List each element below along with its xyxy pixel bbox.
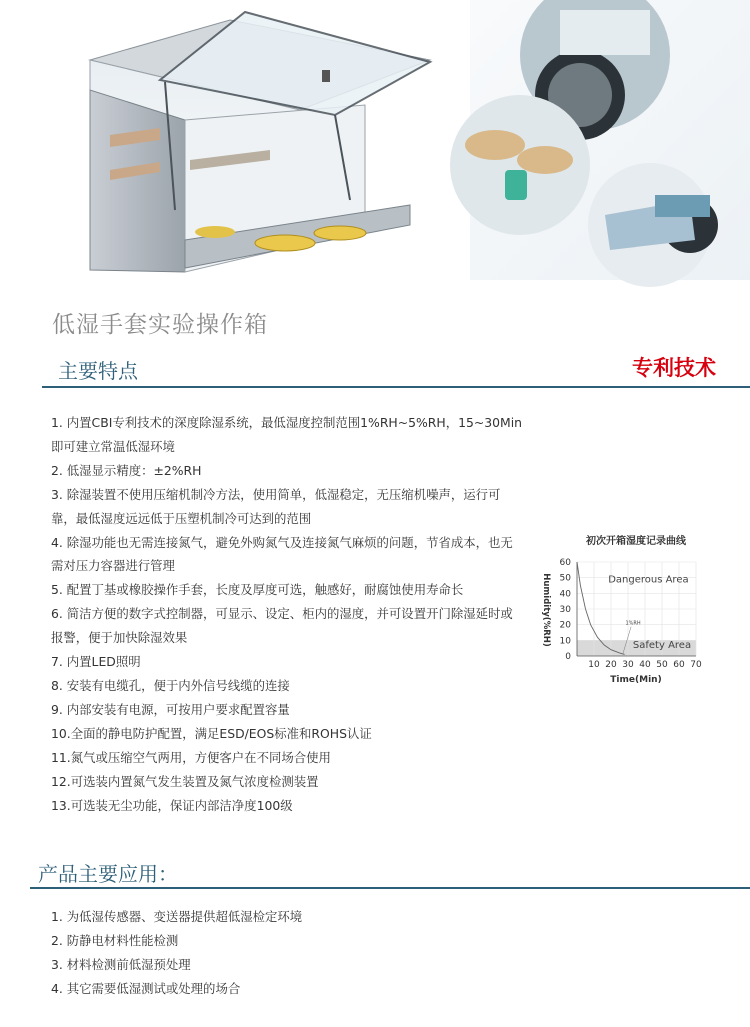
features-heading: 主要特点 bbox=[58, 359, 138, 383]
annotation-dangerous-area: Dangerous Area bbox=[608, 574, 689, 586]
humidity-chart bbox=[540, 530, 750, 690]
product-hero-illustration bbox=[0, 0, 750, 290]
y-tick-label: 50 bbox=[559, 573, 571, 584]
feature-item: 9. 内部安装有电源，可按用户要求配置容量 bbox=[51, 701, 290, 717]
feature-item: 3. 除湿装置不使用压缩机制冷方法，使用简单，低湿稳定，无压缩机噪声，运行可 bbox=[51, 486, 501, 502]
x-tick-label: 70 bbox=[690, 660, 702, 670]
x-tick-label: 60 bbox=[673, 660, 685, 670]
feature-item: 靠，最低湿度远远低于压塑机制冷可达到的范围 bbox=[51, 510, 312, 526]
x-tick-label: 30 bbox=[622, 660, 634, 670]
feature-item: 6. 简洁方便的数字式控制器，可显示、设定、柜内的湿度，并可设置开门除湿延时或 bbox=[51, 606, 513, 622]
x-tick-label: 10 bbox=[588, 660, 600, 670]
product-title: 低湿手套实验操作箱 bbox=[52, 312, 268, 338]
feature-item: 12.可选装内置氮气发生装置及氮气浓度检测装置 bbox=[51, 773, 319, 789]
x-tick-label: 50 bbox=[656, 660, 668, 670]
x-tick-label: 20 bbox=[605, 660, 617, 670]
y-tick-label: 10 bbox=[559, 636, 571, 647]
feature-item: 10.全面的静电防护配置，满足ESD/EOS标准和ROHS认证 bbox=[51, 725, 372, 741]
feature-item: 8. 安装有电缆孔，便于内外信号线缆的连接 bbox=[51, 677, 290, 693]
y-tick-label: 30 bbox=[559, 605, 571, 615]
y-axis-label: Humidity(%RH) bbox=[541, 573, 551, 647]
feature-item: 1. 内置CBI专利技术的深度除湿系统，最低湿度控制范围1%RH~5%RH，15~30Min bbox=[51, 415, 523, 430]
annotation-safety-area: Safety Area bbox=[632, 640, 692, 652]
features-divider bbox=[42, 386, 750, 388]
feature-item: 5. 配置丁基或橡胶操作手套，长度及厚度可选，触感好，耐腐蚀使用寿命长 bbox=[51, 582, 464, 598]
application-item: 1. 为低湿传感器、变送器提供超低湿检定环境 bbox=[51, 909, 303, 924]
application-item: 2. 防静电材料性能检测 bbox=[51, 933, 179, 948]
patent-technology-label: 专利技术 bbox=[632, 356, 716, 380]
application-item: 3. 材料检测前低湿预处理 bbox=[51, 957, 191, 972]
applications-divider bbox=[30, 887, 750, 889]
application-list bbox=[51, 905, 701, 1001]
inset-photo-gloved-hands bbox=[450, 95, 590, 235]
feature-item: 即可建立常温低湿环境 bbox=[51, 438, 175, 454]
x-axis-label: Time(Min) bbox=[610, 675, 662, 685]
feature-list bbox=[51, 411, 541, 817]
feature-item: 报警，便于加快除湿效果 bbox=[51, 630, 188, 646]
feature-item: 11.氮气或压缩空气两用，方便客户在不同场合使用 bbox=[51, 749, 331, 765]
y-tick-label: 20 bbox=[559, 620, 571, 631]
chart-title: 初次开箱湿度记录曲线 bbox=[586, 536, 686, 547]
application-item: 4. 其它需要低湿测试或处理的场合 bbox=[51, 981, 241, 996]
feature-item: 7. 内置LED照明 bbox=[51, 654, 141, 670]
feature-item: 4. 除湿功能也无需连接氮气，避免外购氮气及连接氮气麻烦的问题，节省成本，也无 bbox=[51, 534, 513, 550]
feature-item: 13.可选装无尘功能，保证内部洁净度100级 bbox=[51, 797, 293, 813]
applications-heading: 产品主要应用： bbox=[38, 862, 178, 886]
feature-item: 需对压力容器进行管理 bbox=[51, 558, 175, 574]
y-tick-label: 40 bbox=[559, 589, 571, 600]
y-tick-label: 0 bbox=[565, 652, 571, 662]
y-tick-label: 60 bbox=[559, 558, 571, 568]
annotation-1rh: 1%RH bbox=[625, 620, 641, 627]
feature-item: 2. 低湿显示精度：±2%RH bbox=[51, 462, 202, 478]
x-tick-label: 40 bbox=[639, 660, 651, 670]
